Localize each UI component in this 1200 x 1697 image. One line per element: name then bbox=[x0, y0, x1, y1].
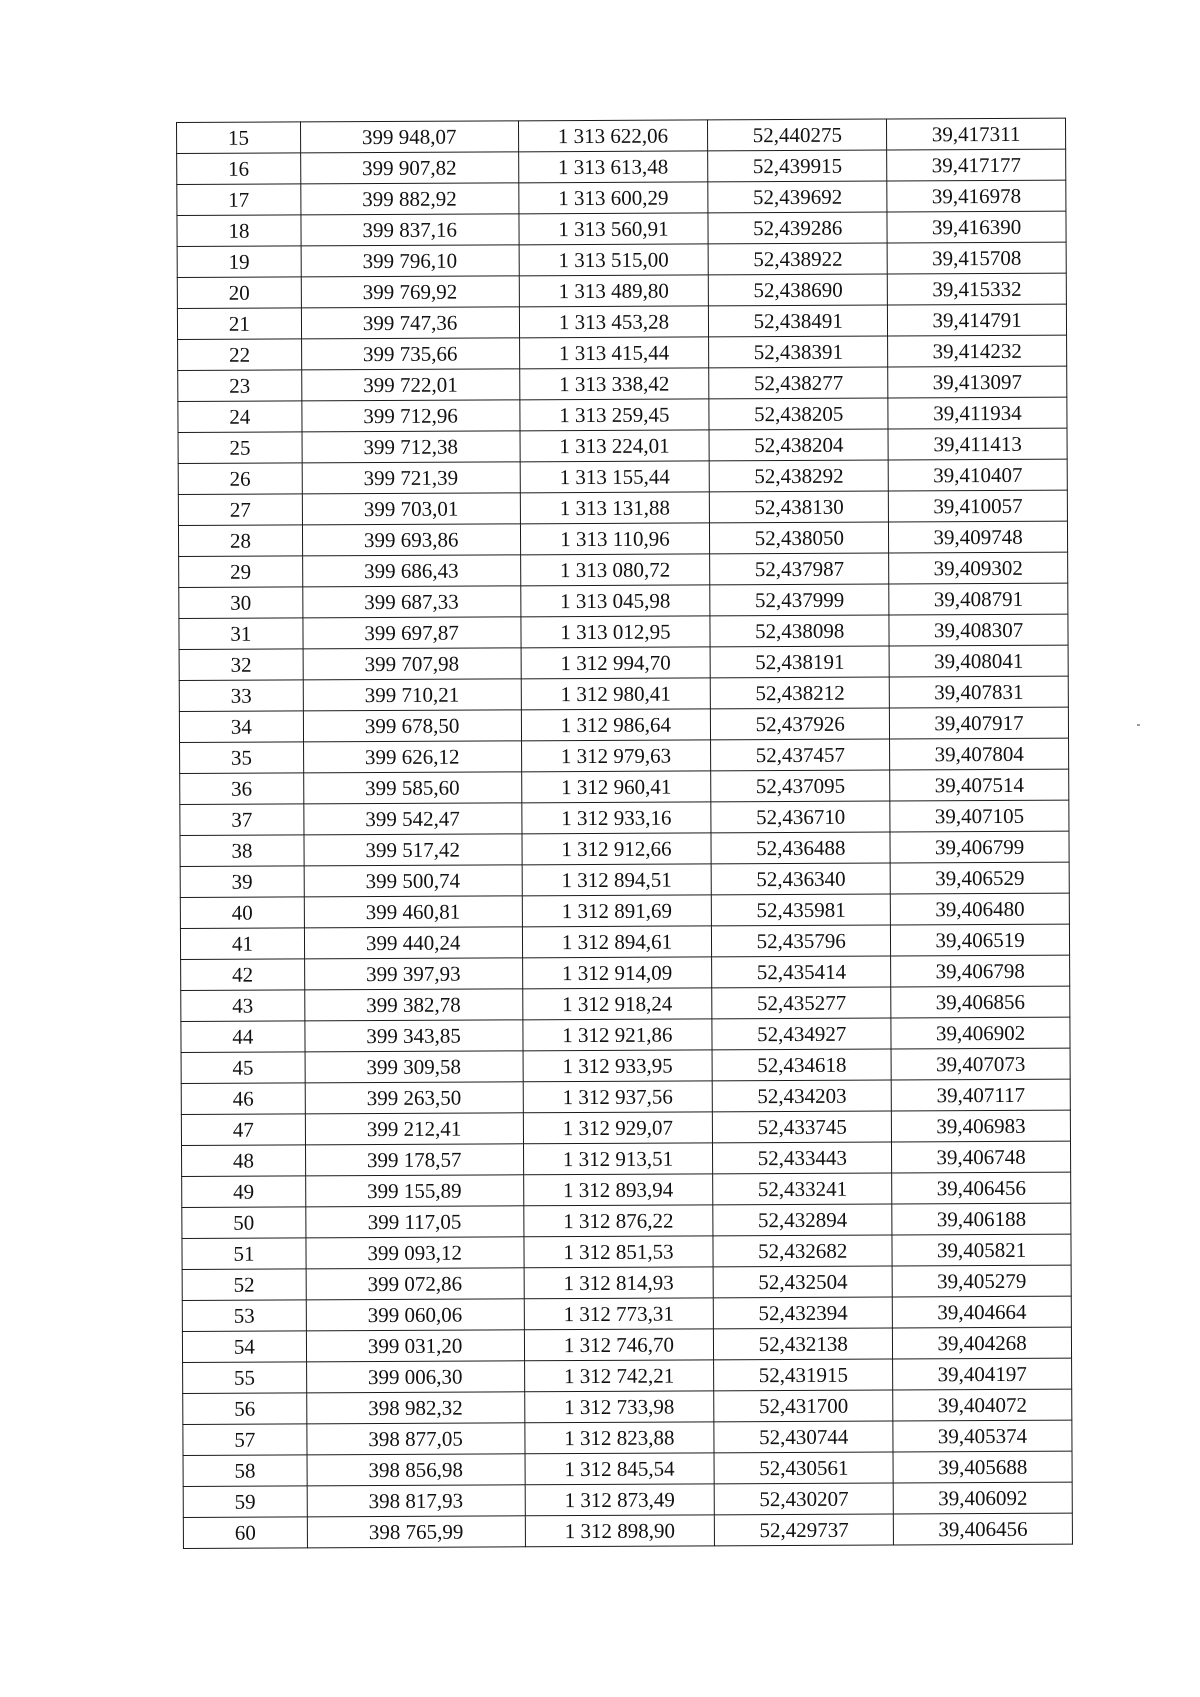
table-row bbox=[177, 273, 1066, 308]
x-coordinate-cell: 399 710,21 bbox=[303, 679, 521, 711]
point-number-cell: 19 bbox=[177, 246, 301, 278]
coordinates-table bbox=[176, 118, 1073, 1549]
point-number-cell: 58 bbox=[183, 1455, 307, 1487]
point-number-cell: 17 bbox=[177, 184, 301, 216]
x-coordinate-cell: 399 693,86 bbox=[302, 524, 520, 556]
x-coordinate-cell: 399 178,57 bbox=[305, 1144, 523, 1176]
table-row bbox=[179, 552, 1068, 587]
point-number-cell: 60 bbox=[183, 1517, 307, 1549]
longitude-cell: 39,406092 bbox=[893, 1482, 1072, 1514]
latitude-cell: 52,431915 bbox=[714, 1359, 893, 1391]
x-coordinate-cell: 399 678,50 bbox=[303, 710, 521, 742]
x-coordinate-cell: 399 747,36 bbox=[301, 307, 519, 339]
y-coordinate-cell: 1 312 914,09 bbox=[522, 957, 712, 989]
latitude-cell: 52,433241 bbox=[713, 1173, 892, 1205]
y-coordinate-cell: 1 313 110,96 bbox=[520, 523, 710, 555]
point-number-cell: 36 bbox=[180, 773, 304, 805]
point-number-cell: 26 bbox=[178, 463, 302, 495]
longitude-cell: 39,406188 bbox=[892, 1203, 1071, 1235]
x-coordinate-cell: 399 263,50 bbox=[305, 1082, 523, 1114]
y-coordinate-cell: 1 312 918,24 bbox=[522, 988, 712, 1020]
y-coordinate-cell: 1 312 873,49 bbox=[525, 1484, 715, 1516]
point-number-cell: 56 bbox=[183, 1393, 307, 1425]
point-number-cell: 21 bbox=[177, 308, 301, 340]
latitude-cell: 52,434927 bbox=[712, 1018, 891, 1050]
table-row bbox=[178, 397, 1067, 432]
point-number-cell: 45 bbox=[181, 1052, 305, 1084]
longitude-cell: 39,416978 bbox=[887, 180, 1066, 212]
x-coordinate-cell: 399 500,74 bbox=[304, 865, 522, 897]
longitude-cell: 39,406456 bbox=[892, 1172, 1071, 1204]
y-coordinate-cell: 1 313 224,01 bbox=[520, 430, 710, 462]
point-number-cell: 20 bbox=[177, 277, 301, 309]
x-coordinate-cell: 399 382,78 bbox=[305, 989, 523, 1021]
table-row bbox=[180, 769, 1069, 804]
latitude-cell: 52,438922 bbox=[708, 243, 887, 275]
x-coordinate-cell: 399 712,96 bbox=[302, 400, 520, 432]
x-coordinate-cell: 399 707,98 bbox=[303, 648, 521, 680]
latitude-cell: 52,433443 bbox=[713, 1142, 892, 1174]
longitude-cell: 39,407105 bbox=[890, 800, 1069, 832]
table-row bbox=[182, 1327, 1071, 1362]
x-coordinate-cell: 399 686,43 bbox=[302, 555, 520, 587]
latitude-cell: 52,438292 bbox=[710, 460, 889, 492]
point-number-cell: 31 bbox=[179, 618, 303, 650]
table-row bbox=[179, 583, 1068, 618]
table-row bbox=[181, 1079, 1070, 1114]
longitude-cell: 39,406983 bbox=[891, 1110, 1070, 1142]
latitude-cell: 52,437457 bbox=[711, 739, 890, 771]
point-number-cell: 57 bbox=[183, 1424, 307, 1456]
y-coordinate-cell: 1 313 515,00 bbox=[519, 244, 709, 276]
longitude-cell: 39,411413 bbox=[888, 428, 1067, 460]
x-coordinate-cell: 399 697,87 bbox=[303, 617, 521, 649]
table-row bbox=[177, 180, 1066, 215]
latitude-cell: 52,435981 bbox=[712, 894, 891, 926]
latitude-cell: 52,434203 bbox=[713, 1080, 892, 1112]
y-coordinate-cell: 1 312 980,41 bbox=[521, 678, 711, 710]
y-coordinate-cell: 1 313 259,45 bbox=[519, 399, 709, 431]
longitude-cell: 39,407804 bbox=[890, 738, 1069, 770]
table-row bbox=[182, 1203, 1071, 1238]
point-number-cell: 39 bbox=[180, 866, 304, 898]
table-row bbox=[183, 1358, 1072, 1393]
x-coordinate-cell: 399 796,10 bbox=[301, 245, 519, 277]
x-coordinate-cell: 399 735,66 bbox=[301, 338, 519, 370]
point-number-cell: 22 bbox=[178, 339, 302, 371]
scan-speck bbox=[1137, 724, 1140, 726]
point-number-cell: 44 bbox=[181, 1021, 305, 1053]
longitude-cell: 39,405279 bbox=[892, 1265, 1071, 1297]
longitude-cell: 39,406519 bbox=[891, 924, 1070, 956]
longitude-cell: 39,411934 bbox=[888, 397, 1067, 429]
x-coordinate-cell: 399 397,93 bbox=[304, 958, 522, 990]
point-number-cell: 28 bbox=[178, 525, 302, 557]
latitude-cell: 52,434618 bbox=[712, 1049, 891, 1081]
longitude-cell: 39,405688 bbox=[893, 1451, 1072, 1483]
longitude-cell: 39,405821 bbox=[892, 1234, 1071, 1266]
latitude-cell: 52,430744 bbox=[714, 1421, 893, 1453]
table-row bbox=[181, 986, 1070, 1021]
x-coordinate-cell: 399 117,05 bbox=[306, 1206, 524, 1238]
latitude-cell: 52,438050 bbox=[710, 522, 889, 554]
y-coordinate-cell: 1 312 894,51 bbox=[522, 864, 712, 896]
longitude-cell: 39,406798 bbox=[891, 955, 1070, 987]
table-row bbox=[177, 118, 1066, 153]
table-row bbox=[180, 893, 1069, 928]
x-coordinate-cell: 399 072,86 bbox=[306, 1268, 524, 1300]
table-row bbox=[178, 366, 1067, 401]
point-number-cell: 15 bbox=[177, 122, 301, 154]
table-row bbox=[177, 304, 1066, 339]
latitude-cell: 52,437095 bbox=[711, 770, 890, 802]
latitude-cell: 52,438204 bbox=[709, 429, 888, 461]
y-coordinate-cell: 1 313 045,98 bbox=[520, 585, 710, 617]
y-coordinate-cell: 1 313 155,44 bbox=[520, 461, 710, 493]
point-number-cell: 53 bbox=[182, 1300, 306, 1332]
latitude-cell: 52,435796 bbox=[712, 925, 891, 957]
x-coordinate-cell: 398 856,98 bbox=[307, 1454, 525, 1486]
latitude-cell: 52,430207 bbox=[715, 1483, 894, 1515]
longitude-cell: 39,416390 bbox=[887, 211, 1066, 243]
point-number-cell: 43 bbox=[181, 990, 305, 1022]
coordinates-table-body bbox=[177, 118, 1073, 1548]
point-number-cell: 47 bbox=[181, 1114, 305, 1146]
table-row bbox=[183, 1389, 1072, 1424]
point-number-cell: 40 bbox=[180, 897, 304, 929]
y-coordinate-cell: 1 312 898,90 bbox=[525, 1515, 715, 1547]
y-coordinate-cell: 1 312 921,86 bbox=[522, 1019, 712, 1051]
y-coordinate-cell: 1 312 845,54 bbox=[525, 1453, 715, 1485]
table-row bbox=[183, 1513, 1072, 1548]
table-row bbox=[177, 211, 1066, 246]
y-coordinate-cell: 1 313 012,95 bbox=[520, 616, 710, 648]
longitude-cell: 39,407117 bbox=[891, 1079, 1070, 1111]
y-coordinate-cell: 1 312 986,64 bbox=[521, 709, 711, 741]
point-number-cell: 27 bbox=[178, 494, 302, 526]
table-row bbox=[182, 1141, 1071, 1176]
latitude-cell: 52,432138 bbox=[714, 1328, 893, 1360]
latitude-cell: 52,439286 bbox=[708, 212, 887, 244]
x-coordinate-cell: 399 907,82 bbox=[300, 152, 518, 184]
latitude-cell: 52,437926 bbox=[711, 708, 890, 740]
point-number-cell: 34 bbox=[179, 711, 303, 743]
y-coordinate-cell: 1 312 912,66 bbox=[521, 833, 711, 865]
latitude-cell: 52,436710 bbox=[711, 801, 890, 833]
table-row bbox=[181, 1017, 1070, 1052]
y-coordinate-cell: 1 313 338,42 bbox=[519, 368, 709, 400]
point-number-cell: 55 bbox=[183, 1362, 307, 1394]
longitude-cell: 39,409302 bbox=[889, 552, 1068, 584]
latitude-cell: 52,438491 bbox=[709, 305, 888, 337]
latitude-cell: 52,432504 bbox=[713, 1266, 892, 1298]
x-coordinate-cell: 399 837,16 bbox=[301, 214, 519, 246]
latitude-cell: 52,429737 bbox=[715, 1514, 894, 1546]
longitude-cell: 39,406902 bbox=[891, 1017, 1070, 1049]
longitude-cell: 39,414791 bbox=[888, 304, 1067, 336]
latitude-cell: 52,437999 bbox=[710, 584, 889, 616]
latitude-cell: 52,436488 bbox=[711, 832, 890, 864]
latitude-cell: 52,430561 bbox=[714, 1452, 893, 1484]
latitude-cell: 52,438212 bbox=[711, 677, 890, 709]
point-number-cell: 52 bbox=[182, 1269, 306, 1301]
y-coordinate-cell: 1 312 742,21 bbox=[524, 1360, 714, 1392]
x-coordinate-cell: 399 212,41 bbox=[305, 1113, 523, 1145]
longitude-cell: 39,415332 bbox=[887, 273, 1066, 305]
point-number-cell: 42 bbox=[181, 959, 305, 991]
table-row bbox=[180, 924, 1069, 959]
y-coordinate-cell: 1 312 891,69 bbox=[522, 895, 712, 927]
latitude-cell: 52,433745 bbox=[713, 1111, 892, 1143]
table-row bbox=[182, 1234, 1071, 1269]
longitude-cell: 39,408791 bbox=[889, 583, 1068, 615]
longitude-cell: 39,415708 bbox=[887, 242, 1066, 274]
x-coordinate-cell: 399 060,06 bbox=[306, 1299, 524, 1331]
longitude-cell: 39,404197 bbox=[893, 1358, 1072, 1390]
y-coordinate-cell: 1 312 773,31 bbox=[524, 1298, 714, 1330]
table-row bbox=[179, 614, 1068, 649]
latitude-cell: 52,438098 bbox=[710, 615, 889, 647]
y-coordinate-cell: 1 312 851,53 bbox=[523, 1236, 713, 1268]
latitude-cell: 52,438205 bbox=[709, 398, 888, 430]
x-coordinate-cell: 399 948,07 bbox=[300, 121, 518, 153]
y-coordinate-cell: 1 313 131,88 bbox=[520, 492, 710, 524]
point-number-cell: 16 bbox=[177, 153, 301, 185]
y-coordinate-cell: 1 313 600,29 bbox=[518, 182, 708, 214]
table-row bbox=[179, 645, 1068, 680]
x-coordinate-cell: 399 712,38 bbox=[302, 431, 520, 463]
point-number-cell: 29 bbox=[179, 556, 303, 588]
y-coordinate-cell: 1 313 489,80 bbox=[519, 275, 709, 307]
table-row bbox=[177, 242, 1066, 277]
y-coordinate-cell: 1 312 746,70 bbox=[524, 1329, 714, 1361]
point-number-cell: 41 bbox=[180, 928, 304, 960]
longitude-cell: 39,404072 bbox=[893, 1389, 1072, 1421]
latitude-cell: 52,432394 bbox=[714, 1297, 893, 1329]
table-row bbox=[181, 955, 1070, 990]
table-row bbox=[180, 862, 1069, 897]
x-coordinate-cell: 399 155,89 bbox=[305, 1175, 523, 1207]
x-coordinate-cell: 399 006,30 bbox=[306, 1361, 524, 1393]
x-coordinate-cell: 399 769,92 bbox=[301, 276, 519, 308]
latitude-cell: 52,437987 bbox=[710, 553, 889, 585]
latitude-cell: 52,438277 bbox=[709, 367, 888, 399]
latitude-cell: 52,435277 bbox=[712, 987, 891, 1019]
y-coordinate-cell: 1 312 929,07 bbox=[523, 1112, 713, 1144]
table-row bbox=[181, 1048, 1070, 1083]
y-coordinate-cell: 1 312 933,95 bbox=[523, 1050, 713, 1082]
longitude-cell: 39,409748 bbox=[889, 521, 1068, 553]
y-coordinate-cell: 1 313 415,44 bbox=[519, 337, 709, 369]
point-number-cell: 54 bbox=[182, 1331, 306, 1363]
point-number-cell: 38 bbox=[180, 835, 304, 867]
point-number-cell: 48 bbox=[182, 1145, 306, 1177]
latitude-cell: 52,440275 bbox=[708, 119, 887, 151]
table-row bbox=[182, 1265, 1071, 1300]
x-coordinate-cell: 399 343,85 bbox=[305, 1020, 523, 1052]
longitude-cell: 39,410407 bbox=[888, 459, 1067, 491]
longitude-cell: 39,407917 bbox=[890, 707, 1069, 739]
latitude-cell: 52,432894 bbox=[713, 1204, 892, 1236]
latitude-cell: 52,438690 bbox=[709, 274, 888, 306]
y-coordinate-cell: 1 312 994,70 bbox=[521, 647, 711, 679]
table-row bbox=[183, 1482, 1072, 1517]
x-coordinate-cell: 399 882,92 bbox=[301, 183, 519, 215]
y-coordinate-cell: 1 312 876,22 bbox=[523, 1205, 713, 1237]
latitude-cell: 52,431700 bbox=[714, 1390, 893, 1422]
latitude-cell: 52,438191 bbox=[710, 646, 889, 678]
latitude-cell: 52,439692 bbox=[708, 181, 887, 213]
table-row bbox=[182, 1172, 1071, 1207]
latitude-cell: 52,432682 bbox=[713, 1235, 892, 1267]
table-row bbox=[179, 676, 1068, 711]
longitude-cell: 39,404664 bbox=[892, 1296, 1071, 1328]
x-coordinate-cell: 399 542,47 bbox=[304, 803, 522, 835]
point-number-cell: 49 bbox=[182, 1176, 306, 1208]
point-number-cell: 30 bbox=[179, 587, 303, 619]
y-coordinate-cell: 1 313 453,28 bbox=[519, 306, 709, 338]
latitude-cell: 52,436340 bbox=[711, 863, 890, 895]
table-row bbox=[180, 738, 1069, 773]
longitude-cell: 39,410057 bbox=[888, 490, 1067, 522]
x-coordinate-cell: 398 817,93 bbox=[307, 1485, 525, 1517]
point-number-cell: 18 bbox=[177, 215, 301, 247]
latitude-cell: 52,438391 bbox=[709, 336, 888, 368]
longitude-cell: 39,407831 bbox=[889, 676, 1068, 708]
point-number-cell: 51 bbox=[182, 1238, 306, 1270]
longitude-cell: 39,408041 bbox=[889, 645, 1068, 677]
x-coordinate-cell: 399 626,12 bbox=[303, 741, 521, 773]
latitude-cell: 52,438130 bbox=[710, 491, 889, 523]
point-number-cell: 33 bbox=[179, 680, 303, 712]
table-row bbox=[181, 1110, 1070, 1145]
y-coordinate-cell: 1 312 894,61 bbox=[522, 926, 712, 958]
longitude-cell: 39,406480 bbox=[890, 893, 1069, 925]
longitude-cell: 39,405374 bbox=[893, 1420, 1072, 1452]
y-coordinate-cell: 1 312 913,51 bbox=[523, 1143, 713, 1175]
x-coordinate-cell: 399 721,39 bbox=[302, 462, 520, 494]
longitude-cell: 39,413097 bbox=[888, 366, 1067, 398]
longitude-cell: 39,417311 bbox=[887, 118, 1066, 150]
latitude-cell: 52,439915 bbox=[708, 150, 887, 182]
y-coordinate-cell: 1 312 733,98 bbox=[524, 1391, 714, 1423]
latitude-cell: 52,435414 bbox=[712, 956, 891, 988]
x-coordinate-cell: 399 309,58 bbox=[305, 1051, 523, 1083]
x-coordinate-cell: 399 585,60 bbox=[303, 772, 521, 804]
x-coordinate-cell: 398 877,05 bbox=[307, 1423, 525, 1455]
table-row bbox=[178, 459, 1067, 494]
point-number-cell: 59 bbox=[183, 1486, 307, 1518]
longitude-cell: 39,404268 bbox=[893, 1327, 1072, 1359]
point-number-cell: 25 bbox=[178, 432, 302, 464]
x-coordinate-cell: 398 982,32 bbox=[306, 1392, 524, 1424]
y-coordinate-cell: 1 312 814,93 bbox=[524, 1267, 714, 1299]
table-row bbox=[179, 707, 1068, 742]
x-coordinate-cell: 399 687,33 bbox=[303, 586, 521, 618]
table-row bbox=[180, 800, 1069, 835]
y-coordinate-cell: 1 313 613,48 bbox=[518, 151, 708, 183]
table-row bbox=[182, 1296, 1071, 1331]
point-number-cell: 32 bbox=[179, 649, 303, 681]
y-coordinate-cell: 1 313 080,72 bbox=[520, 554, 710, 586]
table-row bbox=[178, 490, 1067, 525]
y-coordinate-cell: 1 313 622,06 bbox=[518, 120, 708, 152]
table-row bbox=[178, 335, 1067, 370]
longitude-cell: 39,406748 bbox=[892, 1141, 1071, 1173]
x-coordinate-cell: 399 460,81 bbox=[304, 896, 522, 928]
longitude-cell: 39,407073 bbox=[891, 1048, 1070, 1080]
point-number-cell: 37 bbox=[180, 804, 304, 836]
longitude-cell: 39,406799 bbox=[890, 831, 1069, 863]
longitude-cell: 39,406529 bbox=[890, 862, 1069, 894]
longitude-cell: 39,408307 bbox=[889, 614, 1068, 646]
longitude-cell: 39,406856 bbox=[891, 986, 1070, 1018]
y-coordinate-cell: 1 312 893,94 bbox=[523, 1174, 713, 1206]
x-coordinate-cell: 399 031,20 bbox=[306, 1330, 524, 1362]
table-row bbox=[178, 521, 1067, 556]
y-coordinate-cell: 1 312 823,88 bbox=[524, 1422, 714, 1454]
longitude-cell: 39,417177 bbox=[887, 149, 1066, 181]
longitude-cell: 39,407514 bbox=[890, 769, 1069, 801]
point-number-cell: 50 bbox=[182, 1207, 306, 1239]
x-coordinate-cell: 399 722,01 bbox=[301, 369, 519, 401]
table-row bbox=[180, 831, 1069, 866]
point-number-cell: 24 bbox=[178, 401, 302, 433]
point-number-cell: 23 bbox=[178, 370, 302, 402]
table-row bbox=[183, 1420, 1072, 1455]
point-number-cell: 35 bbox=[180, 742, 304, 774]
table-row bbox=[183, 1451, 1072, 1486]
y-coordinate-cell: 1 313 560,91 bbox=[518, 213, 708, 245]
x-coordinate-cell: 399 703,01 bbox=[302, 493, 520, 525]
x-coordinate-cell: 399 093,12 bbox=[306, 1237, 524, 1269]
y-coordinate-cell: 1 312 933,16 bbox=[521, 802, 711, 834]
longitude-cell: 39,406456 bbox=[893, 1513, 1072, 1545]
x-coordinate-cell: 399 440,24 bbox=[304, 927, 522, 959]
x-coordinate-cell: 399 517,42 bbox=[304, 834, 522, 866]
point-number-cell: 46 bbox=[181, 1083, 305, 1115]
x-coordinate-cell: 398 765,99 bbox=[307, 1516, 525, 1548]
y-coordinate-cell: 1 312 960,41 bbox=[521, 771, 711, 803]
table-row bbox=[178, 428, 1067, 463]
y-coordinate-cell: 1 312 937,56 bbox=[523, 1081, 713, 1113]
longitude-cell: 39,414232 bbox=[888, 335, 1067, 367]
y-coordinate-cell: 1 312 979,63 bbox=[521, 740, 711, 772]
table-row bbox=[177, 149, 1066, 184]
